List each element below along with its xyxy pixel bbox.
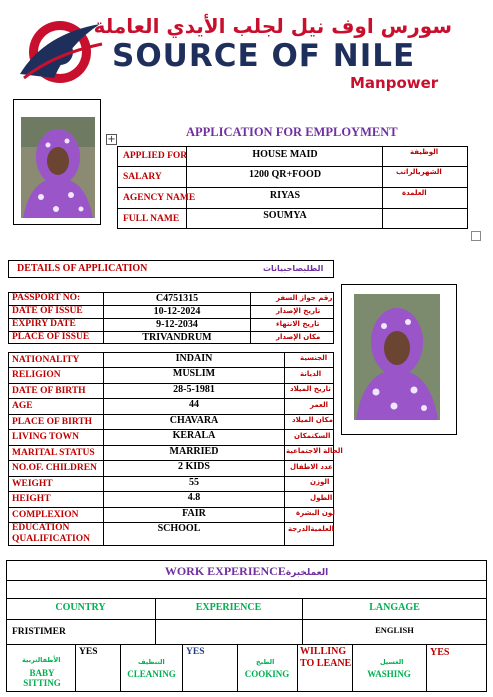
salary-value: 1200 QR+FOOD: [248, 169, 322, 180]
height-value: 4.8: [187, 492, 201, 503]
baby-sitting-answer: YES: [79, 647, 98, 657]
cooking-arabic: الطبخ: [256, 658, 275, 666]
living-town-arabic: السكنمكان: [294, 432, 331, 440]
place-of-birth-label: PLACE OF BIRTH: [12, 417, 93, 427]
arabic-company-name: سورس اوف نيل لجلب الأيدي العاملة: [93, 14, 452, 38]
date-of-birth-label: DATE OF BIRTH: [12, 386, 86, 396]
date-of-issue-arabic: تاريخ الإصدار: [276, 307, 321, 315]
baby-sitting-label: BABY SITTING: [23, 668, 61, 688]
washing-label: WASHING: [367, 669, 411, 679]
full-name-label: FULL NAME: [123, 214, 180, 224]
applicant-photo-2: [354, 294, 440, 420]
company-logo-icon: [14, 14, 106, 86]
washing-arabic: الغسيل: [380, 658, 404, 666]
place-of-birth-arabic: مكان الميلاد: [292, 416, 333, 424]
country-value: FRISTIMER: [12, 627, 66, 637]
application-title: APPLICATION FOR EMPLOYMENT: [186, 125, 398, 139]
expiry-date-label: EXPIRY DATE: [12, 319, 76, 329]
place-of-issue-label: PLACE OF ISSUE: [12, 332, 90, 342]
complexion-value: FAIR: [182, 508, 206, 519]
children-arabic: عدد الاطفال: [290, 463, 333, 471]
cooking-label: COOKING: [244, 669, 290, 679]
language-header: LANGAGE: [369, 602, 420, 613]
place-of-issue-value: TRIVANDRUM: [142, 332, 212, 343]
brand-subtitle: Manpower: [350, 74, 439, 92]
applied-for-arabic: الوظيفة: [410, 148, 439, 156]
washing-answer: YES: [430, 647, 450, 658]
agency-name-value: RIYAS: [269, 190, 301, 201]
cleaning-label: CLEANING: [127, 669, 176, 679]
nationality-value: INDAIN: [175, 353, 213, 364]
willing-to-leave-label: WILLING TO LEANE: [300, 646, 352, 669]
agency-name-arabic: العلمدة: [402, 189, 427, 197]
religion-label: RELIGION: [12, 370, 61, 380]
agency-name-label: AGENCY NAME: [123, 193, 196, 203]
date-of-birth-arabic: تاريخ الميلاد: [290, 385, 331, 393]
cleaning-answer: YES: [186, 647, 205, 657]
complexion-label: COMPLEXION: [12, 510, 79, 520]
date-of-birth-value: 28-5-1981: [173, 384, 215, 395]
place-of-birth-value: CHAVARA: [169, 415, 219, 426]
living-town-value: KERALA: [172, 430, 216, 441]
salary-label: SALARY: [123, 172, 162, 182]
work-experience-title: [6, 564, 487, 580]
height-label: HEIGHT: [12, 494, 51, 504]
qualification-label: QUALIFICATION: [12, 534, 90, 544]
date-of-issue-value: 10-12-2024: [153, 306, 201, 317]
height-arabic: الطول: [310, 494, 333, 502]
living-town-label: LIVING TOWN: [12, 432, 79, 442]
details-title: DETAILS OF APPLICATION: [17, 263, 148, 274]
applicant-photo: [21, 117, 95, 218]
age-arabic: العمر: [310, 401, 329, 409]
nationality-label: NATIONALITY: [12, 355, 80, 365]
work-title-english: WORK EXPERIENCE: [164, 564, 286, 578]
education-label: EDUCATION: [12, 523, 70, 533]
passport-no-arabic: رقم جواز السفر: [276, 294, 333, 302]
children-value: 2 KIDS: [178, 461, 210, 472]
age-label: AGE: [12, 401, 33, 411]
full-name-value: SOUMYA: [263, 210, 307, 221]
country-header: COUNTRY: [55, 602, 106, 613]
applied-for-value: HOUSE MAID: [252, 149, 318, 160]
passport-no-value: C4751315: [155, 293, 199, 304]
checkbox-icon[interactable]: [471, 231, 481, 241]
applied-for-label: APPLIED FOR: [123, 151, 188, 161]
weight-label: WEIGHT: [12, 479, 53, 489]
religion-value: MUSLIM: [172, 368, 216, 379]
passport-no-label: PASSPORT NO:: [12, 293, 81, 303]
nationality-arabic: الجنسية: [300, 354, 328, 362]
details-title-arabic: الطلبصاحبيانات: [263, 264, 324, 273]
experience-header: EXPERIENCE: [195, 602, 262, 613]
expiry-date-value: 9-12-2034: [156, 319, 198, 330]
religion-arabic: الديانة: [300, 370, 322, 378]
complexion-arabic: لون البشرة: [296, 509, 335, 517]
brand-name: SOURCE OF NILE: [112, 38, 416, 74]
language-value: ENGLISH: [375, 625, 414, 635]
marital-status-arabic: الحالة الاجتماعية: [286, 447, 343, 455]
move-handle-icon[interactable]: +: [107, 134, 116, 145]
education-value: SCHOOL: [157, 523, 201, 534]
expiry-date-arabic: تاريخ الانتهاء: [276, 320, 320, 328]
weight-value: 55: [189, 477, 199, 488]
age-value: 44: [189, 399, 199, 410]
education-arabic: العلميةالدرجة: [288, 525, 335, 533]
weight-arabic: الوزن: [310, 478, 330, 486]
date-of-issue-label: DATE OF ISSUE: [12, 306, 83, 316]
marital-status-value: MARRIED: [169, 446, 219, 457]
salary-arabic: الشهريالراتب: [396, 168, 442, 176]
children-label: NO.OF. CHILDREN: [12, 463, 97, 473]
baby-sitting-arabic: الأطفالتربية: [22, 656, 61, 664]
marital-status-label: MARITAL STATUS: [12, 448, 95, 458]
place-of-issue-arabic: مكان الإصدار: [276, 333, 321, 341]
cleaning-arabic: التنظيف: [138, 658, 165, 666]
work-title-arabic: العملخبرة: [285, 568, 329, 578]
